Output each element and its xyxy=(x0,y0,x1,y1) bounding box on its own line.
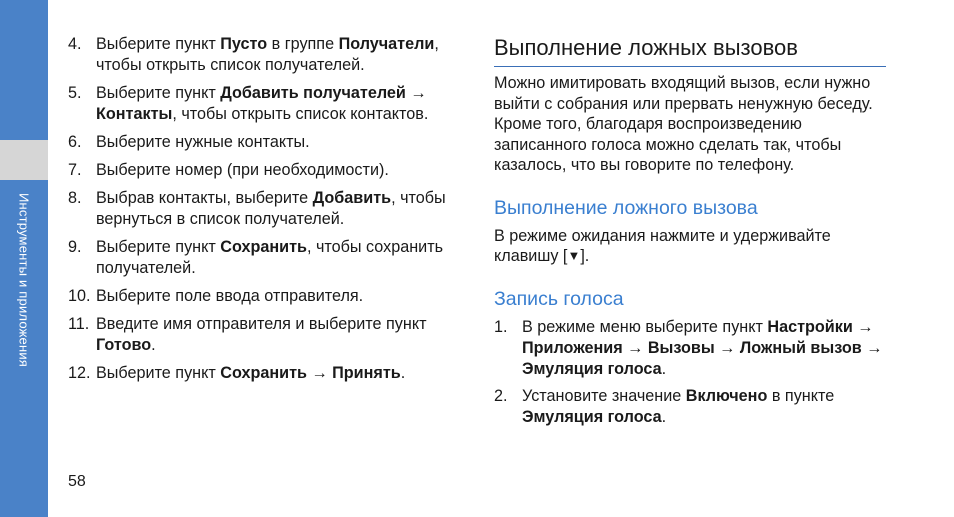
list-item-step-11 xyxy=(68,314,458,356)
list-item-step-1 xyxy=(494,317,886,380)
right-column xyxy=(494,34,886,434)
step-text: Выберите пункт Пусто в группе Получатели, чтобы открыть список получателей. xyxy=(96,35,439,74)
step-number: 4. xyxy=(68,35,82,53)
step-number: 2. xyxy=(494,386,508,405)
step-number: 5. xyxy=(68,84,82,102)
step-text: Выберите пункт Добавить получателей → Контакты, чтобы открыть список контактов. xyxy=(96,84,429,123)
list-item-step-7 xyxy=(68,160,458,181)
page-number: 58 xyxy=(68,473,86,490)
section-label: Инструменты и приложения xyxy=(16,192,32,368)
list-item-step-9 xyxy=(68,237,458,279)
step-text: Выберите поле ввода отправителя. xyxy=(96,287,364,305)
step-text: Выберите нужные контакты. xyxy=(96,133,310,151)
list-item-step-5 xyxy=(68,83,458,125)
step-text: Выбрав контакты, выберите Добавить, чтобы вернуться в список получателей. xyxy=(96,189,446,228)
step-number: 6. xyxy=(68,133,82,151)
subsection-heading-voice-record: Запись голоса xyxy=(494,287,624,310)
step-text: Установите значение Включено в пункте Эмуляция голоса. xyxy=(522,386,835,426)
list-item-step-12 xyxy=(68,363,458,384)
list-item-step-2 xyxy=(494,386,886,428)
down-key-icon: ▼ xyxy=(567,248,581,263)
voice-record-steps xyxy=(494,317,886,428)
step-text: Введите имя отправителя и выберите пункт Готово. xyxy=(96,315,427,354)
step-text: В режиме меню выберите пункт Настройки → Приложения → Вызовы → Ложный вызов → Эмуляция голоса. xyxy=(522,317,883,378)
step-number: 11. xyxy=(68,315,90,333)
step-number: 8. xyxy=(68,189,82,207)
intro-paragraph: Можно имитировать входящий вызов, если нужно выйти с собрания или прервать ненужную беседу. Кроме того, благодаря воспроизведению записанного голоса можно сделать так, чтобы казалось, что вы говорите по телефону. xyxy=(494,74,873,174)
step-number: 7. xyxy=(68,161,82,179)
step-number: 12. xyxy=(68,364,91,382)
step-text: Выберите номер (при необходимости). xyxy=(96,161,389,179)
list-item-step-6 xyxy=(68,132,458,153)
fake-call-paragraph: В режиме ожидания нажмите и удерживайте клавишу [▼]. xyxy=(494,226,831,265)
section-heading: Выполнение ложных вызовов xyxy=(494,34,886,67)
subsection-heading-fake-call: Выполнение ложного вызова xyxy=(494,196,758,219)
step-text: Выберите пункт Сохранить → Принять. xyxy=(96,364,406,382)
list-item-step-4 xyxy=(68,34,458,76)
side-tab-marker xyxy=(0,140,48,180)
step-number: 9. xyxy=(68,238,82,256)
list-item-step-10 xyxy=(68,286,458,307)
list-item-step-8 xyxy=(68,188,458,230)
step-number: 10. xyxy=(68,287,91,305)
step-text: Выберите пункт Сохранить, чтобы сохранить получателей. xyxy=(96,238,444,277)
left-column xyxy=(68,34,458,391)
step-number: 1. xyxy=(494,317,508,336)
